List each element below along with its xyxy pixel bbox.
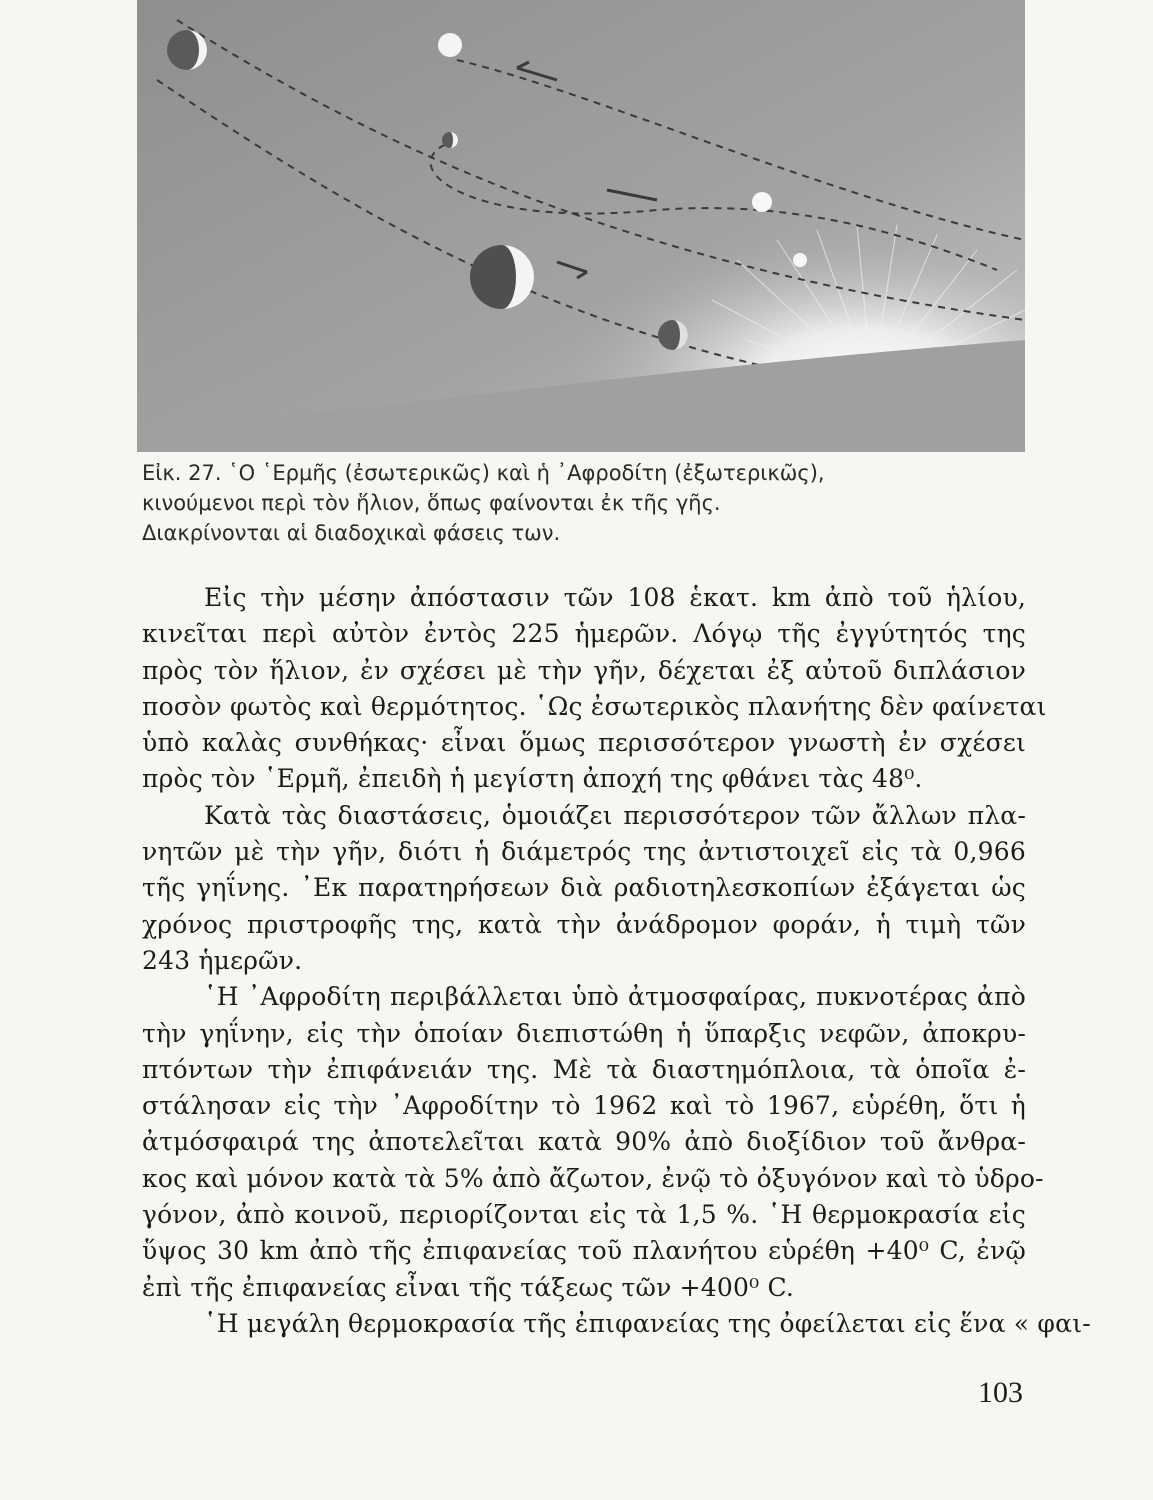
paragraph-1 [142,580,1047,798]
text-line: πρὸς τὸν ῾Ερμῆ, ἐπειδὴ ἡ μεγίστη ἀποχή της φθάνει τὰς 48⁰. [142,764,923,794]
text-line: τῆς γηΐνης. ᾿Εκ παρατηρήσεων διὰ ραδιοτηλεσκοπίων ἐξάγεται ὡς [142,873,1026,903]
text-line: ῾Η ᾿Αφροδίτη περιβάλλεται ὑπὸ ἀτμοσφαίρας, πυκνοτέρας ἀπὸ [204,982,1026,1012]
figure-illustration [137,0,1025,452]
text-line: ἀτμόσφαιρά της ἀποτελεῖται κατὰ 90% ἀπὸ διοξίδιον τοῦ ἄνθρα- [142,1127,1026,1157]
text-line: 243 ἡμερῶν. [142,945,303,975]
caption-line: κινούμενοι περὶ τὸν ἥλιον, ὅπως φαίνονται ἐκ τῆς γῆς. [142,491,721,515]
body-text [142,580,1091,1342]
caption-line: Διακρίνονται αἱ διαδοχικαὶ φάσεις των. [142,521,561,545]
text-line: κινεῖται περὶ αὐτὸν ἐντὸς 225 ἡμερῶν. Λόγῳ τῆς ἐγγύτητός της [142,619,1026,649]
caption-line: Εἰκ. 27. ῾Ο ῾Ερμῆς (ἐσωτερικῶς) καὶ ἡ ᾿Αφροδίτη (ἐξωτερικῶς), [142,461,825,485]
paragraph-2 [142,798,1026,979]
text-line: κος καὶ μόνον κατὰ τὰ 5% ἀπὸ ἄζωτον, ἐνῷ τὸ ὀξυγόνον καὶ τὸ ὑδρο- [142,1163,1044,1193]
text-line: γόνον, ἀπὸ κοινοῦ, περιορίζονται εἰς τὰ 1,5 %. ῾Η θερμοκρασία εἰς [142,1200,1026,1230]
page-number: 103 [978,1376,1023,1409]
text-line: τὴν γηΐνην, εἰς τὴν ὁποίαν διεπιστώθη ἡ ὕπαρξις νεφῶν, ἀποκρυ- [142,1018,1026,1048]
figure-caption [142,458,1022,548]
paragraph-3 [142,979,1044,1306]
text-line: Κατὰ τὰς διαστάσεις, ὁμοιάζει περισσότερον τῶν ἄλλων πλα- [204,800,1026,830]
text-line: ῾Η μεγάλη θερμοκρασία τῆς ἐπιφανείας της ὀφείλεται εἰς ἕνα « φαι- [204,1308,1091,1338]
paragraph-4 [142,1306,1091,1342]
text-line: πτόντων τὴν ἐπιφάνειάν της. Μὲ τὰ διαστημόπλοια, τὰ ὁποῖα ἐ- [142,1054,1026,1084]
text-line: ὕψος 30 km ἀπὸ τῆς ἐπιφανείας τοῦ πλανήτου εὑρέθη +40⁰ C, ἐνῷ [142,1236,1026,1266]
text-line: Εἰς τὴν μέσην ἀπόστασιν τῶν 108 ἑκατ. km ἀπὸ τοῦ ἡλίου, [204,583,1026,612]
text-line: χρόνος πριστροφῆς της, κατὰ τὴν ἀνάδρομον φοράν, ἡ τιμὴ τῶν [142,909,1026,939]
text-line: ποσὸν φωτὸς καὶ θερμότητος. ῾Ως ἐσωτερικὸς πλανήτης δὲν φαίνεται [142,691,1047,721]
text-line: στάλησαν εἰς τὴν ᾿Αφροδίτην τὸ 1962 καὶ τὸ 1967, εὑρέθη, ὅτι ἡ [142,1091,1026,1121]
text-line: νητῶν μὲ τὴν γῆν, διότι ἡ διάμετρός της ἀντιστοιχεῖ εἰς τὰ 0,966 [142,837,1026,867]
orbit-illustration [137,0,1025,452]
text-line: ὑπὸ καλὰς συνθήκας· εἶναι ὅμως περισσότερον γνωστὴ ἐν σχέσει [142,728,1026,758]
text-line: ἐπὶ τῆς ἐπιφανείας εἶναι τῆς τάξεως τῶν +400⁰ C. [142,1272,795,1302]
text-line: πρὸς τὸν ἥλιον, ἐν σχέσει μὲ τὴν γῆν, δέχεται ἐξ αὐτοῦ διπλάσιον [142,655,1026,685]
